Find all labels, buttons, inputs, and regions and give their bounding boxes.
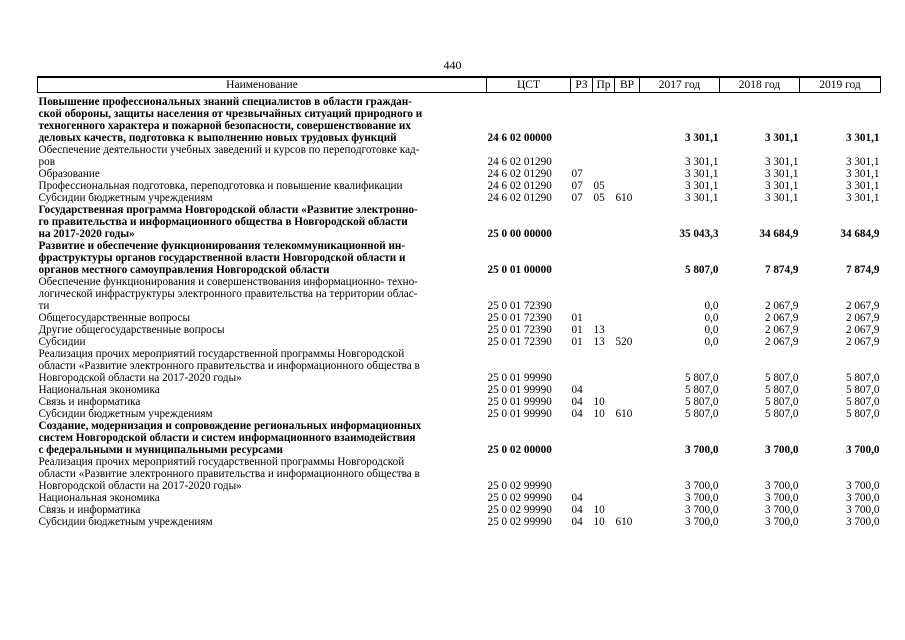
name-cell [38,336,487,348]
vr-cell [615,276,640,312]
value-2019-cell: 3 301,1 [845,132,880,144]
header-cst: ЦСТ [487,77,571,93]
table-row [38,456,881,492]
vr-cell [615,168,640,180]
name-line: Национальная экономика [38,384,160,396]
value-2018-cell: 3 700,0 [764,504,799,516]
value-2018-cell: 7 874,9 [764,264,799,276]
value-2017-cell: 3 700,0 [684,444,719,456]
value-2017-cell: 3 700,0 [684,492,719,504]
rz-cell [571,420,593,456]
value-2018-cell: 3 700,0 [764,480,799,492]
pr-cell [593,240,615,276]
name-line: области «Развитие электронного правительства и информационного общества в [38,468,420,480]
pr-cell [593,204,615,240]
vr-cell [615,204,640,240]
name-line: Субсидии [38,336,86,348]
value-2017-cell: 3 700,0 [684,504,719,516]
rz-cell [571,240,593,276]
value-2018-cell: 2 067,9 [764,336,799,348]
name-line: органов местного самоуправления Новгородской области [38,264,330,276]
rz-cell: 07 [571,192,583,204]
rz-cell: 04 [571,504,583,516]
cst-cell: 25 0 01 72390 [487,324,552,336]
cst-cell: 25 0 00 00000 [487,228,552,240]
header-2018: 2018 год [720,77,800,93]
header-vr: ВР [615,77,640,93]
table-row [38,408,881,420]
table-row [38,276,881,312]
value-2019-cell: 3 700,0 [845,492,880,504]
value-2019-cell: 7 874,9 [845,264,880,276]
name-line: Общегосударственные вопросы [38,312,191,324]
name-cell [38,492,487,504]
cst-cell: 25 0 01 00000 [487,264,552,276]
cst-cell: 25 0 01 72390 [487,336,552,348]
value-2019-cell: 3 301,1 [845,168,880,180]
value-2017-cell: 5 807,0 [684,264,719,276]
header-rz: РЗ [571,77,593,93]
rz-cell: 01 [571,312,583,324]
pr-cell [593,456,615,492]
cst-cell: 25 0 01 72390 [487,312,552,324]
vr-cell [615,312,640,324]
name-line: Государственная программа Новгородской области «Развитие электронно- [38,204,418,216]
value-2018-cell: 3 301,1 [764,180,799,192]
pr-cell: 10 [593,516,605,528]
name-line: Профессиональная подготовка, переподготовка и повышение квалификации [38,180,403,192]
name-cell [38,240,487,276]
header-name: Наименование [38,77,487,93]
cst-cell: 25 0 01 99990 [487,408,552,420]
value-2018-cell: 3 700,0 [764,492,799,504]
rz-cell: 04 [571,408,583,420]
value-2017-cell: 3 301,1 [684,156,719,168]
value-2018-cell: 3 700,0 [764,444,799,456]
vr-cell [615,504,640,516]
value-2018-cell: 5 807,0 [764,396,799,408]
name-line: го правительства и информационного общества в Новгородской области [38,216,408,228]
vr-cell [615,180,640,192]
name-cell [38,204,487,240]
name-line: Создание, модернизация и сопровождение региональных информационных [38,420,422,432]
name-cell [38,384,487,396]
rz-cell [571,96,593,144]
cst-cell: 24 6 02 00000 [487,132,552,144]
pr-cell: 10 [593,396,605,408]
cst-cell: 25 0 01 99990 [487,372,552,384]
value-2018-cell: 3 301,1 [764,156,799,168]
name-line: ти [38,300,50,312]
value-2017-cell: 5 807,0 [684,396,719,408]
name-cell [38,456,487,492]
vr-cell [615,420,640,456]
name-line: систем Новгородской области и систем информационного взаимодействия [38,432,416,444]
pr-cell: 13 [593,324,605,336]
vr-cell [615,144,640,168]
budget-table [37,76,881,528]
pr-cell [593,384,615,396]
cst-cell: 25 0 02 00000 [487,444,552,456]
value-2019-cell: 5 807,0 [845,384,880,396]
value-2017-cell: 0,0 [704,300,719,312]
pr-cell [593,348,615,384]
name-cell [38,420,487,456]
value-2018-cell: 2 067,9 [764,312,799,324]
value-2019-cell: 2 067,9 [845,324,880,336]
value-2017-cell: 3 700,0 [684,516,719,528]
rz-cell: 04 [571,384,583,396]
table-row [38,180,881,192]
name-line: Субсидии бюджетным учреждениям [38,408,213,420]
rz-cell [571,456,593,492]
name-line: Образование [38,168,100,180]
value-2017-cell: 3 301,1 [684,180,719,192]
header-2019: 2019 год [800,77,881,93]
value-2019-cell: 2 067,9 [845,312,880,324]
value-2017-cell: 0,0 [704,336,719,348]
name-line: деловых качеств, подготовка к выполнению новых трудовых функций [38,132,397,144]
value-2017-cell: 0,0 [704,312,719,324]
value-2019-cell: 5 807,0 [845,408,880,420]
value-2018-cell: 3 700,0 [764,516,799,528]
rz-cell: 04 [571,516,583,528]
pr-cell [593,420,615,456]
value-2018-cell: 34 684,9 [759,228,799,240]
name-line: на 2017-2020 годы» [38,228,135,240]
name-cell [38,180,487,192]
rz-cell [571,348,593,384]
cst-cell: 24 6 02 01290 [487,192,552,204]
value-2018-cell: 2 067,9 [764,300,799,312]
value-2019-cell: 2 067,9 [845,336,880,348]
value-2018-cell: 3 301,1 [764,192,799,204]
name-line: Субсидии бюджетным учреждениям [38,516,213,528]
pr-cell [593,492,615,504]
name-cell [38,396,487,408]
name-line: ской обороны, защиты населения от чрезвычайных ситуаций природного и [38,108,423,120]
value-2019-cell: 3 301,1 [845,192,880,204]
value-2017-cell: 3 301,1 [684,132,719,144]
name-line: Новгородской области на 2017-2020 годы» [38,480,242,492]
name-line: Другие общегосударственные вопросы [38,324,225,336]
table-row [38,312,881,324]
cst-cell: 25 0 01 72390 [487,300,552,312]
value-2019-cell: 3 700,0 [845,444,880,456]
table-row [38,504,881,516]
vr-cell [615,492,640,504]
name-line: техногенного характера и пожарной безопасности, совершенствование их [38,120,411,132]
cst-cell: 24 6 02 01290 [487,156,552,168]
name-cell [38,516,487,528]
name-line: Связь и информатика [38,504,141,516]
vr-cell [615,324,640,336]
rz-cell [571,204,593,240]
value-2017-cell: 3 301,1 [684,192,719,204]
name-cell [38,348,487,384]
value-2017-cell: 5 807,0 [684,408,719,420]
rz-cell [571,144,593,168]
value-2018-cell: 5 807,0 [764,408,799,420]
cst-cell: 25 0 02 99990 [487,504,552,516]
name-cell [38,504,487,516]
name-line: Субсидии бюджетным учреждениям [38,192,213,204]
pr-cell [593,312,615,324]
value-2019-cell: 3 700,0 [845,516,880,528]
vr-cell [615,96,640,144]
name-line: Реализация прочих мероприятий государственной программы Новгородской [38,456,405,468]
pr-cell: 05 [593,192,605,204]
value-2019-cell: 2 067,9 [845,300,880,312]
cst-cell: 25 0 02 99990 [487,516,552,528]
name-line: Новгородской области на 2017-2020 годы» [38,372,242,384]
pr-cell [593,168,615,180]
vr-cell: 610 [615,516,633,528]
table-body [38,93,881,529]
vr-cell [615,384,640,396]
pr-cell: 10 [593,408,605,420]
cst-cell: 25 0 02 99990 [487,492,552,504]
name-cell [38,192,487,204]
cst-cell: 25 0 01 99990 [487,396,552,408]
value-2019-cell: 3 301,1 [845,180,880,192]
name-line: Реализация прочих мероприятий государственной программы Новгородской [38,348,405,360]
name-cell [38,324,487,336]
table-row [38,396,881,408]
vr-cell: 610 [615,192,633,204]
table-row [38,240,881,276]
value-2017-cell: 3 700,0 [684,480,719,492]
cst-cell: 25 0 02 99990 [487,480,552,492]
name-line: Обеспечение функционирования и совершенствования информационно- техно- [38,276,418,288]
table-row [38,516,881,528]
value-2017-cell: 35 043,3 [679,228,719,240]
pr-cell: 05 [593,180,605,192]
name-line: ров [38,156,55,168]
value-2018-cell: 5 807,0 [764,384,799,396]
header-2017: 2017 год [640,77,720,93]
name-cell [38,96,487,144]
value-2017-cell: 5 807,0 [684,372,719,384]
pr-cell: 13 [593,336,605,348]
name-line: с федеральными и муниципальными ресурсами [38,444,283,456]
table-row [38,324,881,336]
table-row [38,168,881,180]
value-2019-cell: 3 700,0 [845,480,880,492]
name-line: логической инфраструктуры электронного правительства на территории облас- [38,288,418,300]
name-cell [38,312,487,324]
table-row [38,348,881,384]
rz-cell: 04 [571,492,583,504]
rz-cell: 07 [571,168,583,180]
page-number: 440 [443,58,462,72]
table-row [38,492,881,504]
table-header [38,77,881,93]
name-line: Развитие и обеспечение функционирования телекоммуникационной ин- [38,240,406,252]
value-2018-cell: 3 301,1 [764,132,799,144]
table-row [38,420,881,456]
cst-cell: 24 6 02 01290 [487,168,552,180]
name-line: области «Развитие электронного правительства и информационного общества в [38,360,420,372]
name-line: Национальная экономика [38,492,160,504]
table-row [38,96,881,144]
vr-cell [615,456,640,492]
value-2019-cell: 5 807,0 [845,372,880,384]
cst-cell: 24 6 02 01290 [487,180,552,192]
rz-cell: 07 [571,180,583,192]
name-line: фраструктуры органов государственной власти Новгородской области и [38,252,406,264]
table-row [38,204,881,240]
cst-cell: 25 0 01 99990 [487,384,552,396]
vr-cell [615,396,640,408]
vr-cell [615,348,640,384]
rz-cell: 04 [571,396,583,408]
rz-cell [571,276,593,312]
name-cell [38,276,487,312]
value-2018-cell: 5 807,0 [764,372,799,384]
value-2017-cell: 0,0 [704,324,719,336]
table-row [38,144,881,168]
name-cell [38,168,487,180]
value-2018-cell: 2 067,9 [764,324,799,336]
name-line: Связь и информатика [38,396,141,408]
vr-cell [615,240,640,276]
value-2017-cell: 5 807,0 [684,384,719,396]
pr-cell [593,276,615,312]
name-line: Повышение профессиональных знаний специалистов в области граждан- [38,96,412,108]
value-2019-cell: 34 684,9 [840,228,880,240]
header-pr: Пр [593,77,615,93]
name-line: Обеспечение деятельности учебных заведений и курсов по переподготовке кад- [38,144,420,156]
pr-cell [593,144,615,168]
vr-cell: 610 [615,408,633,420]
value-2019-cell: 5 807,0 [845,396,880,408]
name-cell [38,408,487,420]
vr-cell: 520 [615,336,633,348]
value-2018-cell: 3 301,1 [764,168,799,180]
rz-cell: 01 [571,336,583,348]
name-cell [38,144,487,168]
table-row [38,384,881,396]
rz-cell: 01 [571,324,583,336]
value-2019-cell: 3 301,1 [845,156,880,168]
value-2017-cell: 3 301,1 [684,168,719,180]
value-2019-cell: 3 700,0 [845,504,880,516]
pr-cell: 10 [593,504,605,516]
pr-cell [593,96,615,144]
table-row [38,336,881,348]
table-row [38,192,881,204]
